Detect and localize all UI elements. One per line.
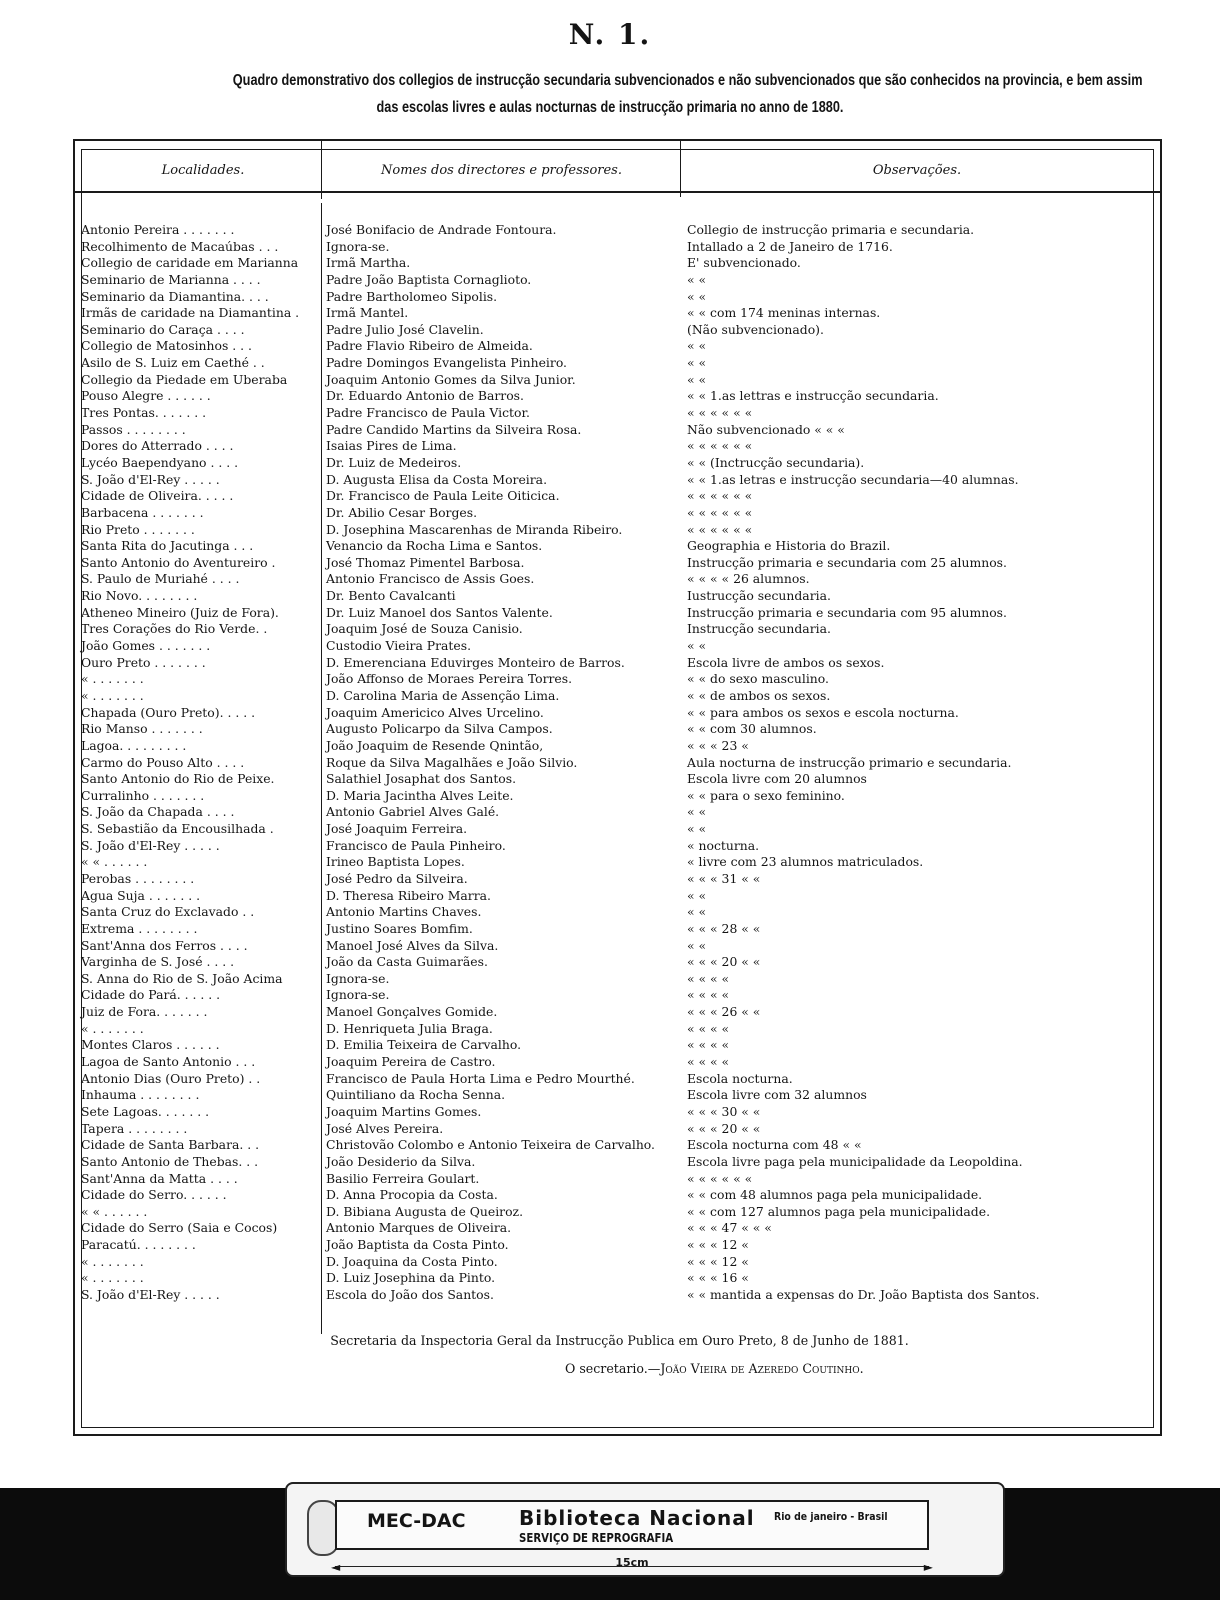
cell-nome: José Alves Pereira. (326, 1120, 444, 1136)
page-number: N. 1. (568, 18, 652, 51)
cell-nome: Dr. Abilio Cesar Borges. (326, 504, 478, 520)
arrow-right-icon: ► (923, 1560, 933, 1574)
table-row (75, 938, 1162, 955)
cell-nome: Quintiliano da Rocha Senna. (326, 1087, 506, 1103)
table-heading-line-2: das escolas livres e aulas nocturnas de instrucção primaria no anno de 1880. (376, 99, 844, 116)
cell-localidade: Varginha de S. José . . . . (81, 954, 235, 970)
table-row (75, 322, 1162, 339)
cell-observacao: « « com 30 alumnos. (687, 721, 817, 737)
table-row (75, 671, 1162, 688)
cell-localidade: « . . . . . . . (81, 687, 144, 703)
cell-observacao: Instrucção primaria e secundaria com 95 alumnos. (687, 604, 1007, 620)
cell-nome: Padre Julio José Clavelin. (326, 321, 484, 337)
cell-observacao: E' subvencionado. (687, 255, 801, 271)
cell-localidade: S. João d'El-Rey . . . . . (81, 471, 220, 487)
cell-localidade: Sant'Anna da Matta . . . . (81, 1170, 238, 1186)
cell-localidade: Tres Corações do Rio Verde. . (81, 621, 268, 637)
cell-localidade: Paracatú. . . . . . . . (81, 1237, 196, 1253)
stamp-library: Biblioteca Nacional (519, 1506, 755, 1530)
cell-localidade: Antonio Dias (Ouro Preto) . . (81, 1070, 261, 1086)
cell-observacao: « « « 23 « (687, 737, 749, 753)
cell-nome: D. Emilia Teixeira de Carvalho. (326, 1037, 522, 1053)
cell-observacao: Instrucção secundaria. (687, 621, 831, 637)
cell-nome: Joaquim José de Souza Canisio. (326, 621, 523, 637)
table-row (75, 255, 1162, 272)
cell-observacao: « « « 28 « « (687, 920, 761, 936)
cell-observacao: Collegio de instrucção primaria e secundaria. (687, 222, 975, 237)
cell-localidade: Rio Manso . . . . . . . (81, 721, 203, 737)
cell-nome: Antonio Marques de Oliveira. (326, 1220, 512, 1236)
table-heading-line-1: Quadro demonstrativo dos collegios de instrucção secundaria subvencionados e não subvencionados que são conhecidos na provincia, e bem assim (232, 72, 1143, 89)
table-row (75, 1270, 1162, 1287)
cell-nome: Joaquim Martins Gomes. (326, 1103, 482, 1119)
cell-nome: Isaias Pires de Lima. (326, 438, 457, 454)
header-separator (75, 191, 1160, 193)
cell-localidade: Sete Lagoas. . . . . . . (81, 1103, 210, 1119)
table-row (75, 888, 1162, 905)
cell-localidade: Rio Novo. . . . . . . . (81, 588, 198, 604)
table-row (75, 1154, 1162, 1171)
cell-nome: João Baptista da Costa Pinto. (326, 1237, 509, 1253)
table-row (75, 1121, 1162, 1138)
cell-nome: João Affonso de Moraes Pereira Torres. (326, 671, 573, 687)
table-row (75, 372, 1162, 389)
cell-observacao: « « (687, 937, 707, 953)
cell-localidade: Santo Antonio de Thebas. . . (81, 1153, 259, 1169)
cell-nome: Joaquim Antonio Gomes da Silva Junior. (326, 371, 576, 387)
cell-nome: Ignora-se. (326, 970, 390, 986)
table-body (75, 222, 1162, 1304)
cell-observacao: « « (687, 371, 707, 387)
cell-observacao: « « « 12 « (687, 1253, 749, 1269)
cell-nome: José Thomaz Pimentel Barbosa. (326, 554, 525, 570)
table-row (75, 1071, 1162, 1088)
cell-observacao: « « « « « « (687, 504, 753, 520)
cell-observacao: « « com 48 alumnos paga pela municipalidade. (687, 1187, 983, 1203)
cell-nome: D. Henriqueta Julia Braga. (326, 1020, 493, 1036)
cell-localidade: Perobas . . . . . . . . (81, 870, 195, 886)
cell-localidade: Agua Suja . . . . . . . (81, 887, 201, 903)
cell-nome: Irmã Martha. (326, 255, 411, 271)
table-row (75, 854, 1162, 871)
cell-nome: Justino Soares Bomfim. (326, 920, 473, 936)
cell-localidade: Irmãs de caridade na Diamantina . (81, 305, 300, 321)
table-row (75, 721, 1162, 738)
column-header-observacoes: Observações. (872, 163, 962, 178)
cell-observacao: « « « 16 « (687, 1270, 749, 1286)
cell-observacao: « « « « « « (687, 438, 753, 454)
cell-localidade: « . . . . . . . (81, 671, 144, 687)
table-row (75, 388, 1162, 405)
cell-localidade: « . . . . . . . (81, 1270, 144, 1286)
cell-observacao: Escola livre paga pela municipalidade da Leopoldina. (687, 1153, 1023, 1169)
arrow-left-icon: ◄ (331, 1560, 341, 1574)
table-row (75, 338, 1162, 355)
cell-nome: D. Josephina Mascarenhas de Miranda Ribeiro. (326, 521, 623, 537)
cell-observacao: « « para o sexo feminino. (687, 787, 845, 803)
cell-localidade: Lagoa de Santo Antonio . . . (81, 1054, 256, 1070)
stamp-org: MEC-DAC (367, 1510, 466, 1532)
table-row (75, 688, 1162, 705)
table-row (75, 638, 1162, 655)
cell-nome: Escola do João dos Santos. (326, 1287, 494, 1302)
table-row (75, 971, 1162, 988)
table-row (75, 904, 1162, 921)
stamp-box (335, 1500, 929, 1550)
cell-localidade: Santa Cruz do Exclavado . . (81, 904, 255, 920)
cell-localidade: Extrema . . . . . . . . (81, 920, 198, 936)
cell-nome: Dr. Francisco de Paula Leite Oiticica. (326, 488, 560, 504)
cell-localidade: Inhauma . . . . . . . . (81, 1087, 200, 1103)
cell-nome: Padre Domingos Evangelista Pinheiro. (326, 355, 567, 371)
cell-observacao: « « 1.as letras e instrucção secundaria—40 alumnas. (687, 471, 1019, 487)
cell-localidade: Tres Pontas. . . . . . . (81, 405, 207, 421)
cell-localidade: Atheneo Mineiro (Juiz de Fora). (81, 604, 279, 620)
table-row (75, 355, 1162, 372)
cell-nome: Padre Francisco de Paula Victor. (326, 405, 530, 421)
cell-nome: D. Carolina Maria de Assenção Lima. (326, 687, 560, 703)
cell-observacao: « « « 20 « « (687, 1120, 761, 1136)
cell-nome: Irmã Mantel. (326, 305, 409, 321)
cell-localidade: Passos . . . . . . . . (81, 421, 186, 437)
cell-nome: Francisco de Paula Pinheiro. (326, 837, 506, 853)
table-row (75, 838, 1162, 855)
cell-localidade: Collegio de Matosinhos . . . (81, 338, 252, 354)
cell-localidade: Antonio Pereira . . . . . . . (81, 222, 235, 237)
cell-observacao: Escola nocturna. (687, 1070, 793, 1086)
cell-observacao: « « « « « « (687, 521, 753, 537)
table-row (75, 1171, 1162, 1188)
cell-observacao: « « « 47 « « « (687, 1220, 772, 1236)
table-row (75, 571, 1162, 588)
table-row (75, 1187, 1162, 1204)
cell-observacao: « « (687, 638, 707, 654)
cell-observacao: « « (687, 804, 707, 820)
table-row (75, 455, 1162, 472)
cell-nome: Christovão Colombo e Antonio Teixeira de Carvalho. (326, 1137, 655, 1153)
footer-signature (565, 1361, 864, 1376)
cell-nome: Manoel Gonçalves Gomide. (326, 1004, 498, 1020)
cell-nome: Manoel José Alves da Silva. (326, 937, 499, 953)
table-row (75, 405, 1162, 422)
cell-localidade: Seminario do Caraça . . . . (81, 321, 245, 337)
table-row (75, 788, 1162, 805)
signature-label: O secretario.— (565, 1361, 661, 1376)
cell-localidade: Tapera . . . . . . . . (81, 1120, 188, 1136)
table-row (75, 1220, 1162, 1237)
cell-observacao: « « (687, 887, 707, 903)
cell-observacao: « « com 174 meninas internas. (687, 305, 881, 321)
cell-observacao: « « « « (687, 987, 730, 1003)
cell-localidade: S. João da Chapada . . . . (81, 804, 235, 820)
cell-observacao: « « (687, 271, 707, 287)
cell-observacao: « « « « (687, 970, 730, 986)
table-row (75, 1104, 1162, 1121)
signature-name: João Vieira de Azeredo Coutinho. (660, 1361, 864, 1376)
table-row (75, 1087, 1162, 1104)
cell-observacao: Escola livre com 20 alumnos (687, 771, 867, 787)
cell-localidade: « « . . . . . . (81, 854, 148, 870)
stamp-service: SERVIÇO DE REPROGRAFIA (519, 1531, 674, 1545)
cell-localidade: Chapada (Ouro Preto). . . . . (81, 704, 256, 720)
cell-localidade: « « . . . . . . (81, 1203, 148, 1219)
cell-nome: Venancio da Rocha Lima e Santos. (326, 538, 543, 554)
table-row (75, 422, 1162, 439)
table-row (75, 954, 1162, 971)
cell-localidade: Cidade do Serro (Saia e Cocos) (81, 1220, 278, 1236)
cell-observacao: « « « 31 « « (687, 870, 761, 886)
cell-localidade: S. Anna do Rio de S. João Acima (81, 970, 283, 986)
cell-observacao: « « 1.as lettras e instrucção secundaria. (687, 388, 939, 404)
cell-nome: José Pedro da Silveira. (326, 870, 468, 886)
cell-observacao: Escola livre de ambos os sexos. (687, 654, 885, 670)
cell-observacao: « « « « « « (687, 488, 753, 504)
table-row (75, 1037, 1162, 1054)
cell-localidade: Collegio de caridade em Marianna (81, 255, 299, 271)
cell-observacao: Instrucção primaria e secundaria com 25 alumnos. (687, 554, 1007, 570)
cell-nome: Antonio Gabriel Alves Galé. (326, 804, 500, 820)
cell-nome: Basilio Ferreira Goulart. (326, 1170, 480, 1186)
table-row (75, 538, 1162, 555)
cell-observacao: « « « 12 « (687, 1237, 749, 1253)
column-header-nomes: Nomes dos directores e professores. (381, 163, 622, 178)
cell-observacao: Intallado a 2 de Janeiro de 1716. (687, 238, 893, 254)
cell-localidade: Lycéo Baependyano . . . . (81, 454, 239, 470)
table-row (75, 488, 1162, 505)
cell-localidade: Asilo de S. Luiz em Caethé . . (81, 355, 265, 371)
cell-localidade: Cidade do Pará. . . . . . (81, 987, 221, 1003)
cell-localidade: Carmo do Pouso Alto . . . . (81, 754, 245, 770)
table-row (75, 222, 1162, 239)
cell-nome: Salathiel Josaphat dos Santos. (326, 771, 517, 787)
cell-localidade: Collegio da Piedade em Uberaba (81, 371, 288, 387)
table-frame (73, 139, 1162, 1436)
cell-localidade: Rio Preto . . . . . . . (81, 521, 195, 537)
table-row (75, 755, 1162, 772)
cell-observacao: « « (Inctrucção secundaria). (687, 454, 865, 470)
cell-localidade: Santo Antonio do Aventureiro . (81, 554, 276, 570)
table-row (75, 821, 1162, 838)
cell-nome: João Desiderio da Silva. (326, 1153, 476, 1169)
cell-localidade: S. Paulo de Muriahé . . . . (81, 571, 240, 587)
table-row (75, 472, 1162, 489)
cell-localidade: Santo Antonio do Rio de Peixe. (81, 771, 275, 787)
cell-nome: Padre João Baptista Cornaglioto. (326, 271, 532, 287)
cell-localidade: Montes Claros . . . . . . (81, 1037, 220, 1053)
table-row (75, 1021, 1162, 1038)
cell-localidade: S. Sebastião da Encousilhada . (81, 821, 274, 837)
cell-observacao: « « (687, 288, 707, 304)
cell-localidade: Cidade de Oliveira. . . . . (81, 488, 234, 504)
table-row (75, 771, 1162, 788)
cell-nome: Irineo Baptista Lopes. (326, 854, 465, 870)
cell-nome: José Bonifacio de Andrade Fontoura. (326, 222, 557, 237)
cell-observacao: « « com 127 alumnos paga pela municipalidade. (687, 1203, 991, 1219)
cell-nome: Antonio Francisco de Assis Goes. (326, 571, 535, 587)
cell-nome: Dr. Bento Cavalcanti (326, 588, 456, 604)
cell-localidade: João Gomes . . . . . . . (81, 638, 211, 654)
cell-nome: Padre Bartholomeo Sipolis. (326, 288, 498, 304)
cell-observacao: « « « « (687, 1037, 730, 1053)
cell-nome: D. Joaquina da Costa Pinto. (326, 1253, 498, 1269)
cell-nome: Antonio Martins Chaves. (326, 904, 482, 920)
cell-nome: Ignora-se. (326, 238, 390, 254)
table-row (75, 272, 1162, 289)
table-row (75, 1054, 1162, 1071)
cell-observacao: « « mantida a expensas do Dr. João Baptista dos Santos. (687, 1287, 1040, 1302)
cell-nome: Dr. Eduardo Antonio de Barros. (326, 388, 524, 404)
cell-nome: Padre Flavio Ribeiro de Almeida. (326, 338, 533, 354)
table-row (75, 871, 1162, 888)
cell-observacao: « « para ambos os sexos e escola nocturna. (687, 704, 959, 720)
table-row (75, 621, 1162, 638)
cell-observacao: « « « « « « (687, 405, 753, 421)
cell-observacao: Iustrucção secundaria. (687, 588, 831, 604)
cell-nome: João Joaquim de Resende Qnintão, (326, 737, 544, 753)
table-row (75, 505, 1162, 522)
cell-localidade: S. João d'El-Rey . . . . . (81, 837, 220, 853)
table-row (75, 655, 1162, 672)
table-row (75, 705, 1162, 722)
cell-localidade: Lagoa. . . . . . . . . (81, 737, 187, 753)
cell-observacao: « « « « (687, 1020, 730, 1036)
table-row (75, 1204, 1162, 1221)
cell-observacao: « nocturna. (687, 837, 760, 853)
cell-localidade: Pouso Alegre . . . . . . (81, 388, 211, 404)
library-stamp (285, 1482, 1005, 1577)
cell-localidade: Barbacena . . . . . . . (81, 504, 204, 520)
cell-observacao: « « (687, 338, 707, 354)
cell-localidade: Cidade do Serro. . . . . . (81, 1187, 227, 1203)
cell-observacao: « « « « (687, 1054, 730, 1070)
cell-observacao: « « (687, 904, 707, 920)
cell-localidade: « . . . . . . . (81, 1253, 144, 1269)
cell-localidade: Juiz de Fora. . . . . . . (81, 1004, 208, 1020)
cell-observacao: « « « 20 « « (687, 954, 761, 970)
table-row (75, 1237, 1162, 1254)
footer-place-date: Secretaria da Inspectoria Geral da Instrucção Publica em Ouro Preto, 8 de Junho de 1881. (330, 1333, 909, 1348)
table-row (75, 738, 1162, 755)
table-row (75, 289, 1162, 306)
cell-observacao: « « « « « « (687, 1170, 753, 1186)
cell-localidade: Ouro Preto . . . . . . . (81, 654, 206, 670)
cell-nome: José Joaquim Ferreira. (326, 821, 468, 837)
cell-observacao: « « do sexo masculino. (687, 671, 829, 687)
table-row (75, 987, 1162, 1004)
cell-localidade: Sant'Anna dos Ferros . . . . (81, 937, 248, 953)
cell-localidade: Seminario da Diamantina. . . . (81, 288, 269, 304)
table-row (75, 305, 1162, 322)
cell-nome: D. Emerenciana Eduvirges Monteiro de Barros. (326, 654, 625, 670)
cell-nome: Dr. Luiz Manoel dos Santos Valente. (326, 604, 553, 620)
cell-observacao: Não subvencionado « « « (687, 421, 845, 437)
cell-nome: D. Anna Procopia da Costa. (326, 1187, 498, 1203)
cell-nome: Francisco de Paula Horta Lima e Pedro Mourthé. (326, 1070, 635, 1086)
cell-nome: João da Casta Guimarães. (326, 954, 488, 970)
stamp-location: Rio de janeiro - Brasil (774, 1510, 888, 1523)
cell-nome: Dr. Luiz de Medeiros. (326, 454, 462, 470)
cell-observacao: « livre com 23 alumnos matriculados. (687, 854, 924, 870)
cell-nome: D. Maria Jacintha Alves Leite. (326, 787, 514, 803)
table-row (75, 1254, 1162, 1271)
cell-observacao: Geographia e Historia do Brazil. (687, 538, 891, 554)
column-header-localidades: Localidades. (161, 163, 245, 178)
cell-observacao: « « de ambos os sexos. (687, 687, 831, 703)
cell-nome: Joaquim Pereira de Castro. (326, 1054, 496, 1070)
table-row (75, 1004, 1162, 1021)
table-row (75, 921, 1162, 938)
cell-observacao: « « « 26 « « (687, 1004, 761, 1020)
cell-observacao: (Não subvencionado). (687, 321, 824, 337)
scale-bar (331, 1552, 933, 1574)
cell-localidade: S. João d'El-Rey . . . . . (81, 1287, 220, 1302)
cell-observacao: Escola livre com 32 alumnos (687, 1087, 867, 1103)
table-row (75, 438, 1162, 455)
cell-localidade: Santa Rita do Jacutinga . . . (81, 538, 254, 554)
cell-localidade: Seminario de Marianna . . . . (81, 271, 261, 287)
cell-nome: D. Luiz Josephina da Pinto. (326, 1270, 496, 1286)
cell-observacao: « « (687, 821, 707, 837)
cell-nome: Padre Candido Martins da Silveira Rosa. (326, 421, 582, 437)
table-row (75, 1287, 1162, 1304)
table-row (75, 555, 1162, 572)
cell-observacao: Escola nocturna com 48 « « (687, 1137, 862, 1153)
cell-nome: D. Augusta Elisa da Costa Moreira. (326, 471, 548, 487)
cell-observacao: Aula nocturna de instrucção primario e secundaria. (687, 754, 1012, 770)
cell-nome: Joaquim Americico Alves Urcelino. (326, 704, 544, 720)
cell-localidade: « . . . . . . . (81, 1020, 144, 1036)
table-row (75, 1137, 1162, 1154)
cell-nome: D. Theresa Ribeiro Marra. (326, 887, 491, 903)
cell-nome: Roque da Silva Magalhães e João Silvio. (326, 754, 578, 770)
table-row (75, 605, 1162, 622)
cell-localidade: Dores do Atterrado . . . . (81, 438, 234, 454)
cell-nome: Augusto Policarpo da Silva Campos. (326, 721, 553, 737)
table-row (75, 522, 1162, 539)
cell-nome: Ignora-se. (326, 987, 390, 1003)
column-divider (680, 141, 681, 197)
cell-localidade: Curralinho . . . . . . . (81, 787, 205, 803)
scale-label: 15cm (615, 1556, 649, 1569)
table-row (75, 588, 1162, 605)
cell-nome: Custodio Vieira Prates. (326, 638, 472, 654)
table-row (75, 804, 1162, 821)
cell-localidade: Cidade de Santa Barbara. . . (81, 1137, 260, 1153)
cell-observacao: « « « « 26 alumnos. (687, 571, 810, 587)
cell-observacao: « « (687, 355, 707, 371)
table-row (75, 239, 1162, 256)
cell-observacao: « « « 30 « « (687, 1103, 761, 1119)
cell-nome: D. Bibiana Augusta de Queiroz. (326, 1203, 524, 1219)
cell-localidade: Recolhimento de Macaúbas . . . (81, 238, 279, 254)
